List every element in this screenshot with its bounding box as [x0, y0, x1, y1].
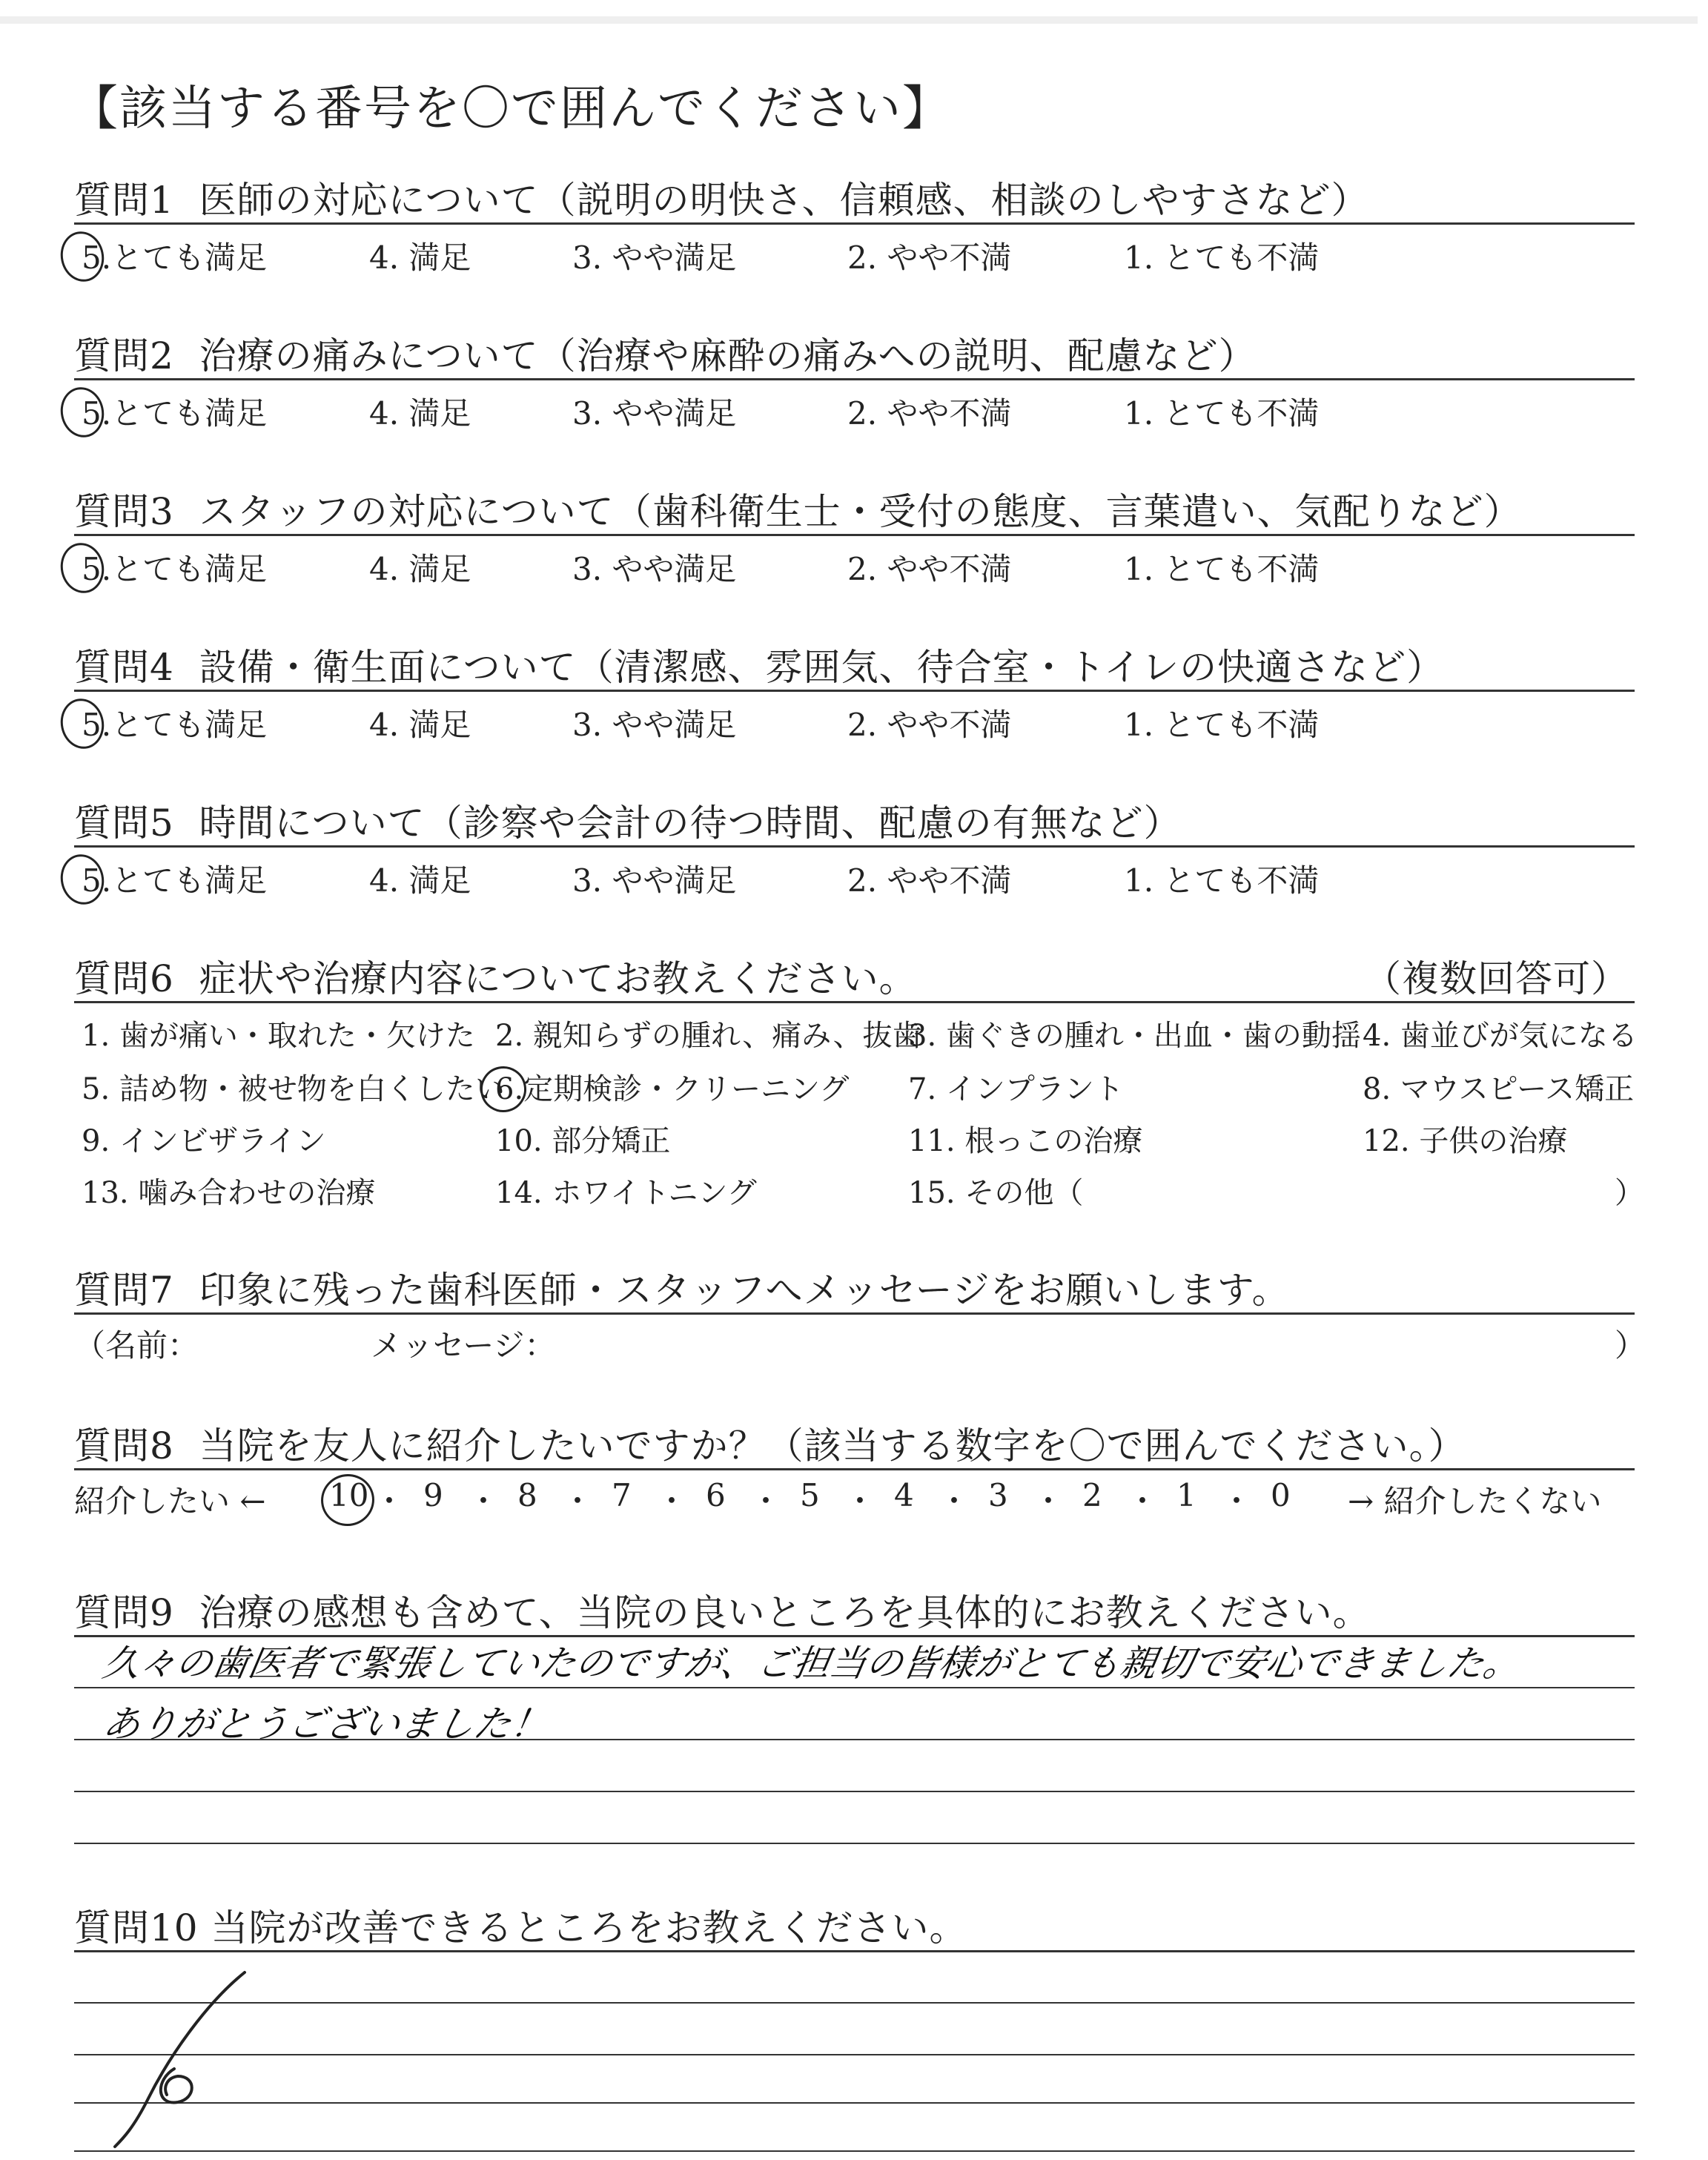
q7-text: 印象に残った歯科医師・スタッフへメッセージをお願いします。	[199, 1269, 1290, 1312]
q4-text: 設備・衛生面について（清潔感、雰囲気、待合室・トイレの快適さなど）	[199, 646, 1445, 689]
q8-number-10: 10	[329, 1477, 369, 1513]
q3-rule	[74, 534, 1635, 536]
q8-right-label: → 紹介したくない	[1348, 1483, 1602, 1519]
q8-text: 当院を友人に紹介したいですか？（該当する数字を〇で囲んでください。）	[199, 1424, 1466, 1467]
q5-label: 質問5	[74, 802, 174, 845]
q1-title	[74, 171, 1369, 224]
q1-rule	[74, 222, 1635, 225]
q9-title	[74, 1583, 1371, 1636]
q6-label: 質問6	[74, 957, 174, 1000]
q5-rule	[74, 845, 1635, 848]
q10-handwritten-strike	[104, 1958, 267, 2150]
q1-option-3: 3. やや満足	[572, 240, 737, 276]
q8-separator-dot: ・	[939, 1483, 970, 1519]
q6-option-3: 3. 歯ぐきの腫れ・出血・歯の動揺	[908, 1019, 1361, 1053]
q10-title	[74, 1898, 967, 1952]
q6-option-6: 6.定期検診・クリーニング	[495, 1072, 850, 1106]
q10-rule-5	[74, 2150, 1635, 2152]
q8-rule	[74, 1468, 1635, 1470]
q5-option-4: 4. 満足	[369, 862, 471, 899]
q7-label: 質問7	[74, 1269, 174, 1312]
q3-title	[74, 482, 1522, 535]
q5-text: 時間について（診察や会計の待つ時間、配慮の有無など）	[199, 802, 1182, 845]
q6-option-14: 14. ホワイトニング	[495, 1176, 757, 1210]
q6-option-11: 11. 根っこの治療	[908, 1124, 1143, 1158]
q4-option-2: 2. やや不満	[847, 707, 1012, 743]
q6-rule	[74, 1001, 1635, 1003]
q9-text: 治療の感想も含めて、当院の良いところを具体的にお教えください。	[199, 1591, 1371, 1634]
q6-option-1: 1. 歯が痛い・取れた・欠けた	[82, 1019, 475, 1053]
q9-answer-line-2: ありがとうございました！	[99, 1702, 552, 1745]
scan-edge	[0, 16, 1698, 24]
q8-separator-dot: ・	[374, 1483, 406, 1519]
q8-separator-dot: ・	[844, 1483, 876, 1519]
q2-label: 質問2	[74, 334, 174, 377]
q8-left-label: 紹介したい ←	[74, 1483, 266, 1519]
q9-rule-5	[74, 1843, 1635, 1844]
q6-option-4: 4. 歯並びが気になる	[1363, 1019, 1638, 1053]
q6-option-10: 10. 部分矯正	[495, 1124, 671, 1158]
q8-number-4: 4	[894, 1477, 914, 1513]
q2-option-1: 1. とても不満	[1124, 395, 1320, 432]
q7-name-label: （名前：	[74, 1327, 199, 1364]
q1-label: 質問1	[74, 179, 174, 222]
q6-option-12: 12. 子供の治療	[1363, 1124, 1568, 1158]
q7-close-paren: ）	[1615, 1327, 1646, 1364]
q9-answer-line-1: 久々の歯医者で緊張していたのですが、ご担当の皆様がとても親切で安心できました。	[99, 1642, 1524, 1685]
q6-option-16: ）	[1615, 1176, 1644, 1210]
q4-option-3: 3. やや満足	[572, 707, 737, 743]
q8-separator-dot: ・	[656, 1483, 688, 1519]
q8-number-0: 0	[1271, 1477, 1291, 1513]
q4-label: 質問4	[74, 646, 174, 689]
q9-rule-4	[74, 1791, 1635, 1792]
q9-rule-2	[74, 1687, 1635, 1688]
q10-text: 当院が改善できるところをお教えください。	[211, 1906, 967, 1949]
q6-title	[74, 949, 917, 1003]
q3-option-3: 3. やや満足	[572, 551, 737, 587]
q8-separator-dot: ・	[750, 1483, 782, 1519]
q8-number-6: 6	[706, 1477, 726, 1513]
q7-title	[74, 1261, 1290, 1314]
q6-option-8: 8. マウスピース矯正	[1363, 1072, 1635, 1106]
q4-option-5: 5.とても満足	[82, 707, 268, 743]
q8-number-2: 2	[1082, 1477, 1102, 1513]
q5-option-2: 2. やや不満	[847, 862, 1012, 899]
q8-number-5: 5	[800, 1477, 820, 1513]
q6-option-9: 9. インビザライン	[82, 1124, 326, 1158]
q6-option-7: 7. インプラント	[908, 1072, 1124, 1106]
q3-label: 質問3	[74, 490, 174, 533]
q1-option-1: 1. とても不満	[1124, 240, 1320, 276]
q8-number-7: 7	[612, 1477, 632, 1513]
q6-note: （複数回答可）	[1364, 957, 1629, 1000]
q8-label: 質問8	[74, 1424, 174, 1467]
q1-option-4: 4. 満足	[369, 240, 471, 276]
q1-option-5: 5.とても満足	[82, 240, 268, 276]
form-header: 【該当する番号を〇で囲んでください】	[70, 82, 951, 136]
q1-option-2: 2. やや不満	[847, 240, 1012, 276]
q8-selection-circle	[317, 1469, 380, 1530]
q6-option-5: 5. 詰め物・被せ物を白くしたい	[82, 1072, 505, 1106]
q10-rule-3	[74, 2054, 1635, 2055]
q4-rule	[74, 690, 1635, 692]
q8-number-8: 8	[517, 1477, 537, 1513]
q7-rule	[74, 1312, 1635, 1315]
q8-number-3: 3	[988, 1477, 1008, 1513]
q6-text: 症状や治療内容についてお教えください。	[199, 957, 917, 1000]
q10-rule-4	[74, 2102, 1635, 2104]
q1-text: 医師の対応について（説明の明快さ、信頼感、相談のしやすさなど）	[199, 179, 1369, 222]
q2-title	[74, 326, 1257, 380]
q4-title	[74, 638, 1444, 691]
q8-number-9: 9	[423, 1477, 443, 1513]
q10-rule-1	[74, 1950, 1635, 1952]
q3-option-2: 2. やや不満	[847, 551, 1012, 587]
q10-label: 質問10	[74, 1906, 199, 1949]
q2-text: 治療の痛みについて（治療や麻酔の痛みへの説明、配慮など）	[199, 334, 1257, 377]
q8-separator-dot: ・	[1221, 1483, 1253, 1519]
q5-option-5: 5.とても満足	[82, 862, 268, 899]
q3-text: スタッフの対応について（歯科衛生士・受付の態度、言葉遣い、気配りなど）	[199, 490, 1522, 533]
q9-label: 質問9	[74, 1591, 174, 1634]
q6-option-13: 13. 噛み合わせの治療	[82, 1176, 376, 1210]
q3-option-5: 5.とても満足	[82, 551, 268, 587]
q10-rule-2	[74, 2002, 1635, 2004]
q2-option-5: 5.とても満足	[82, 395, 268, 432]
q8-separator-dot: ・	[468, 1483, 500, 1519]
q8-title	[74, 1416, 1466, 1470]
q2-rule	[74, 378, 1635, 380]
q2-option-2: 2. やや不満	[847, 395, 1012, 432]
q8-separator-dot: ・	[562, 1483, 594, 1519]
q5-title	[74, 793, 1182, 847]
q8-number-1: 1	[1176, 1477, 1196, 1513]
q4-option-4: 4. 満足	[369, 707, 471, 743]
q2-option-3: 3. やや満足	[572, 395, 737, 432]
q4-option-1: 1. とても不満	[1124, 707, 1320, 743]
q7-message-label: メッセージ：	[371, 1327, 556, 1364]
q5-option-3: 3. やや満足	[572, 862, 737, 899]
q3-option-1: 1. とても不満	[1124, 551, 1320, 587]
q3-option-4: 4. 満足	[369, 551, 471, 587]
q6-option-15: 15. その他（	[908, 1176, 1084, 1210]
q6-option-2: 2. 親知らずの腫れ、痛み、抜歯	[495, 1019, 922, 1053]
q5-option-1: 1. とても不満	[1124, 862, 1320, 899]
q8-separator-dot: ・	[1127, 1483, 1159, 1519]
q8-separator-dot: ・	[1033, 1483, 1065, 1519]
q2-option-4: 4. 満足	[369, 395, 471, 432]
